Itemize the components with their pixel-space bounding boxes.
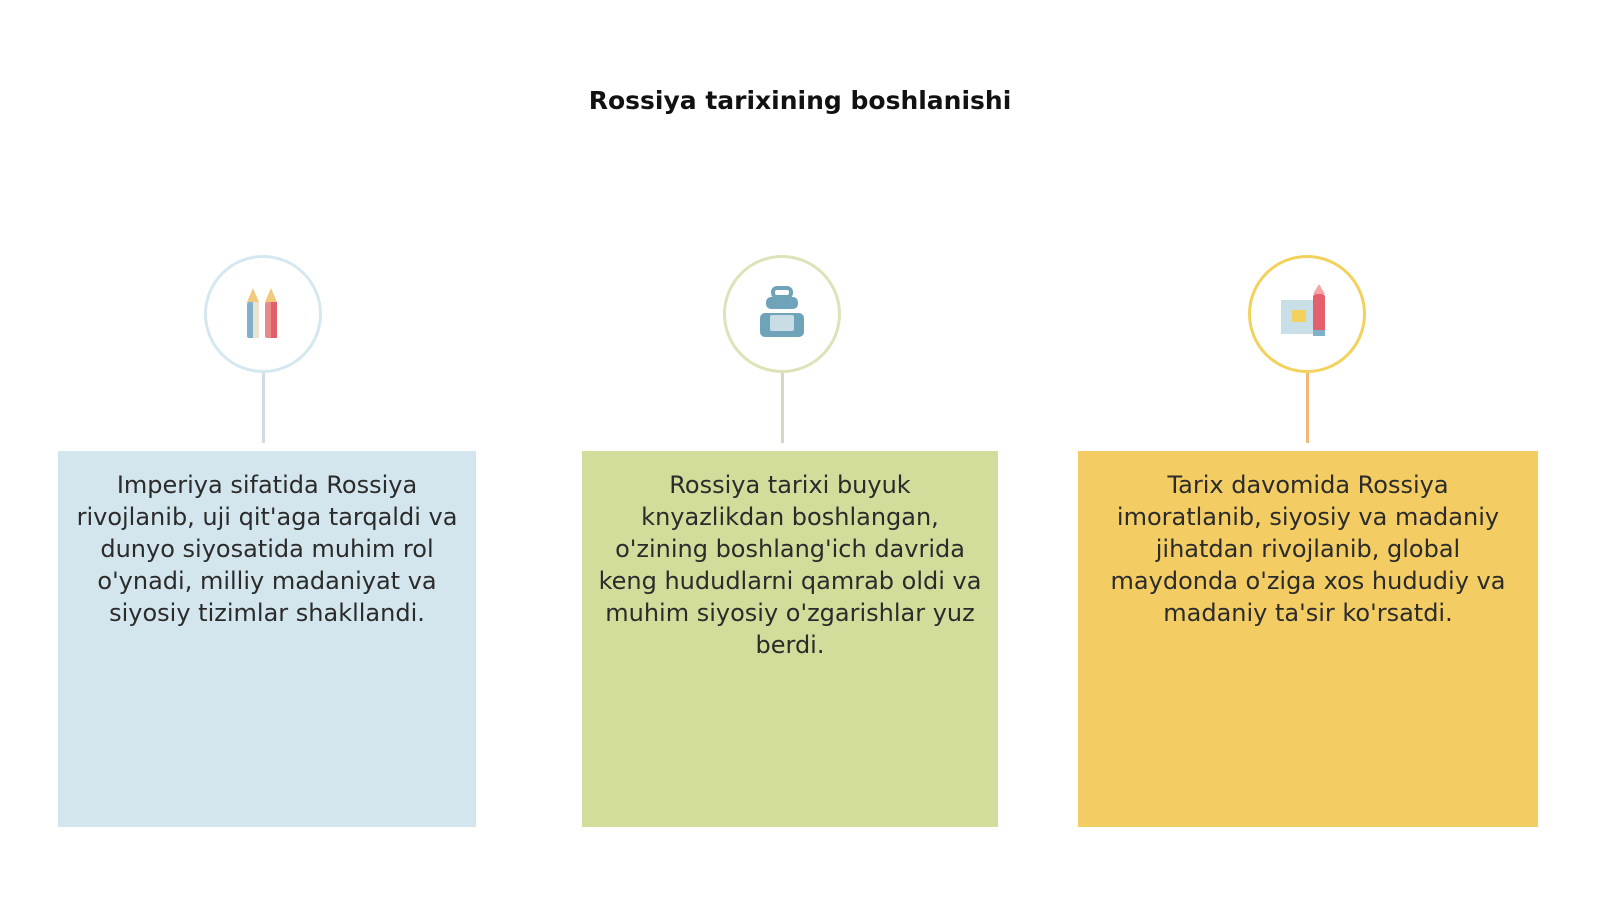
pencils-icon: [233, 282, 293, 346]
connector-line-1: [262, 373, 265, 443]
icon-circle-2: [723, 255, 841, 373]
info-card-1: [58, 451, 476, 827]
card-text-3: Tarix davomida Rossiya imoratlanib, siyosiy va madaniy jihatdan rivojlanib, global maydonda o'ziga xos hududiy va madaniy ta'sir ko'rsatdi.: [1110, 471, 1506, 627]
connector-line-2: [781, 373, 784, 443]
backpack-icon: [752, 282, 812, 346]
card-text-2: Rossiya tarixi buyuk knyazlikdan boshlangan, o'zining boshlang'ich davrida keng hududlarni qamrab oldi va muhim siyosiy o'zgarishlar yuz berdi.: [598, 471, 982, 659]
info-card-2: [582, 451, 998, 827]
icon-circle-3: [1248, 255, 1366, 373]
info-card-3: [1078, 451, 1538, 827]
connector-line-3: [1306, 373, 1309, 443]
diagram-title: Rossiya tarixining boshlanishi: [588, 86, 1012, 115]
icon-circle-1: [204, 255, 322, 373]
card-text-1: Imperiya sifatida Rossiya rivojlanib, uji qit'aga tarqaldi va dunyo siyosatida muhim rol o'ynadi, milliy madaniyat va siyosiy tizimlar shakllandi.: [76, 471, 458, 627]
drawing-icon: [1277, 282, 1337, 346]
